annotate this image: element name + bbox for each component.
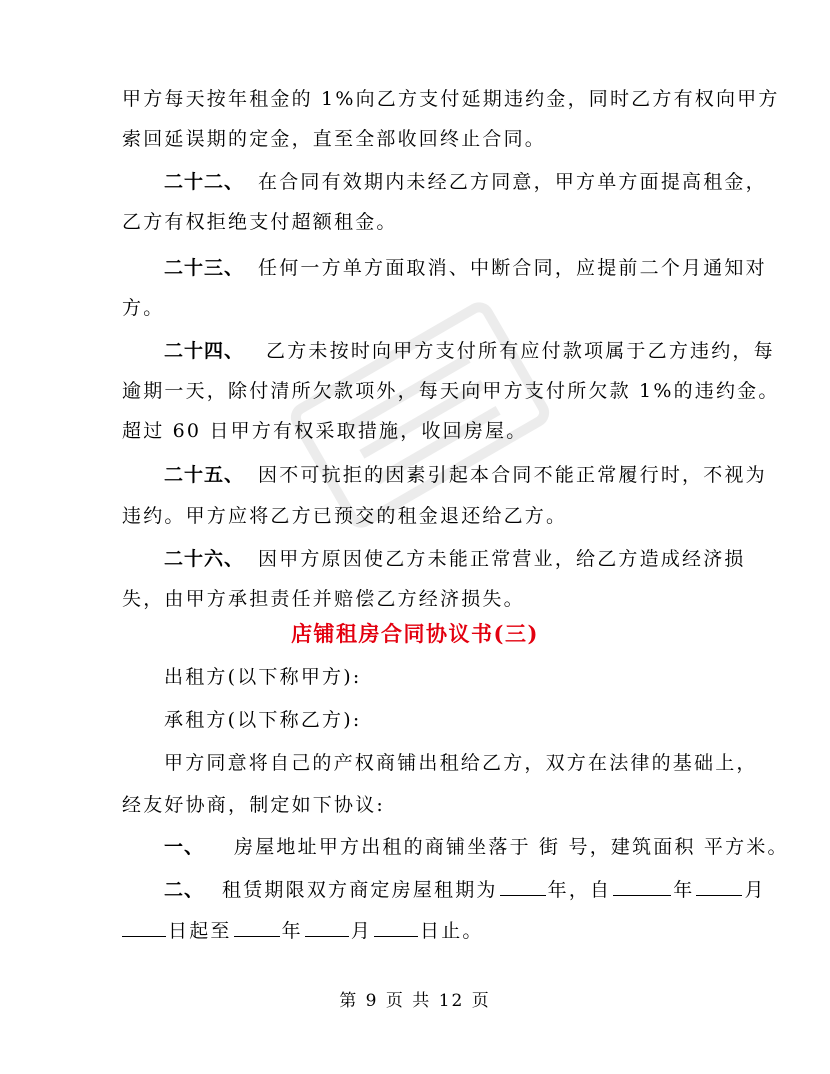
clause-23-text: 任何一方单方面取消、中断合同，应提前二个月通知对 [258,257,767,279]
p1-line2: 索回延误期的定金，直至全部收回终止合同。 [122,128,547,150]
term-years-blank[interactable] [500,877,546,896]
clause-2-text-g: 月 [350,920,373,942]
clause-25-number: 二十五、 [164,464,245,486]
clause-24-line3: 超过 60 日甲方有权采取措施，收回房屋。 [122,420,528,442]
clause-25-text: 因不可抗拒的因素引起本合同不能正常履行时，不视为 [258,464,767,486]
clause-26-number: 二十六、 [164,548,245,570]
lessor-label: 出租方(以下称甲方): [164,666,362,688]
clause-24-text: 乙方未按时向甲方支付所有应付款项属于乙方违约，每 [266,340,775,362]
intro-line2: 经友好协商，制定如下协议: [122,794,386,816]
p1-line1: 甲方每天按年租金的 1%向乙方支付延期违约金，同时乙方有权向甲方 [122,88,780,110]
clause-22-number: 二十二、 [164,171,245,193]
start-month-blank[interactable] [696,877,742,896]
clause-2-text-c: 年 [673,879,695,901]
clause-2-line2 [122,918,484,944]
clause-23-number: 二十三、 [164,257,245,279]
lessee-label: 承租方(以下称乙方): [164,709,362,731]
clause-2-text-h: 日止。 [420,920,484,942]
clause-2-text-a: 租赁期限双方商定房屋租期为 [222,879,498,901]
clause-26-line1 [164,546,746,572]
clause-1-text: 房屋地址甲方出租的商铺坐落于 街 号，建筑面积 平方米。 [234,836,789,858]
clause-1 [164,834,789,860]
clause-1-number: 一、 [164,836,205,858]
clause-24-line2: 逾期一天，除付清所欠款项外，每天向甲方支付所欠款 1%的违约金。 [122,380,780,402]
clause-2-text-d: 月 [744,879,766,901]
clause-2-number: 二、 [164,879,205,901]
clause-26-line2: 失，由甲方承担责任并赔偿乙方经济损失。 [122,588,525,610]
end-year-blank[interactable] [234,918,280,937]
clause-2-text-b: 年，自 [547,879,612,901]
start-day-blank[interactable] [122,918,166,937]
page-footer: 第 9 页 共 12 页 [339,991,491,1011]
start-year-blank[interactable] [613,877,671,896]
clause-24-line1 [164,338,775,364]
clause-22-line2: 乙方有权拒绝支付超额租金。 [122,211,398,233]
clause-2-text-f: 年 [281,920,303,942]
clause-23-line2: 方。 [122,297,165,319]
intro-line1: 甲方同意将自己的产权商铺出租给乙方，双方在法律的基础上， [164,752,758,774]
clause-23-line1 [164,255,767,281]
end-day-blank[interactable] [374,918,418,937]
end-month-blank[interactable] [305,918,349,937]
watermark-logo [270,300,570,530]
clause-25-line2: 违约。甲方应将乙方已预交的租金退还给乙方。 [122,505,568,527]
clause-26-text: 因甲方原因使乙方未能正常营业，给乙方造成经济损 [258,548,746,570]
clause-25-line1 [164,462,767,488]
section-title: 店铺租房合同协议书(三) [291,621,539,646]
clause-2-line1 [164,877,766,903]
clause-2-text-e: 日起至 [168,920,232,942]
clause-22-text: 在合同有效期内未经乙方同意，甲方单方面提高租金， [258,171,767,193]
clause-22-line1 [164,169,767,195]
clause-24-number: 二十四、 [164,340,245,362]
